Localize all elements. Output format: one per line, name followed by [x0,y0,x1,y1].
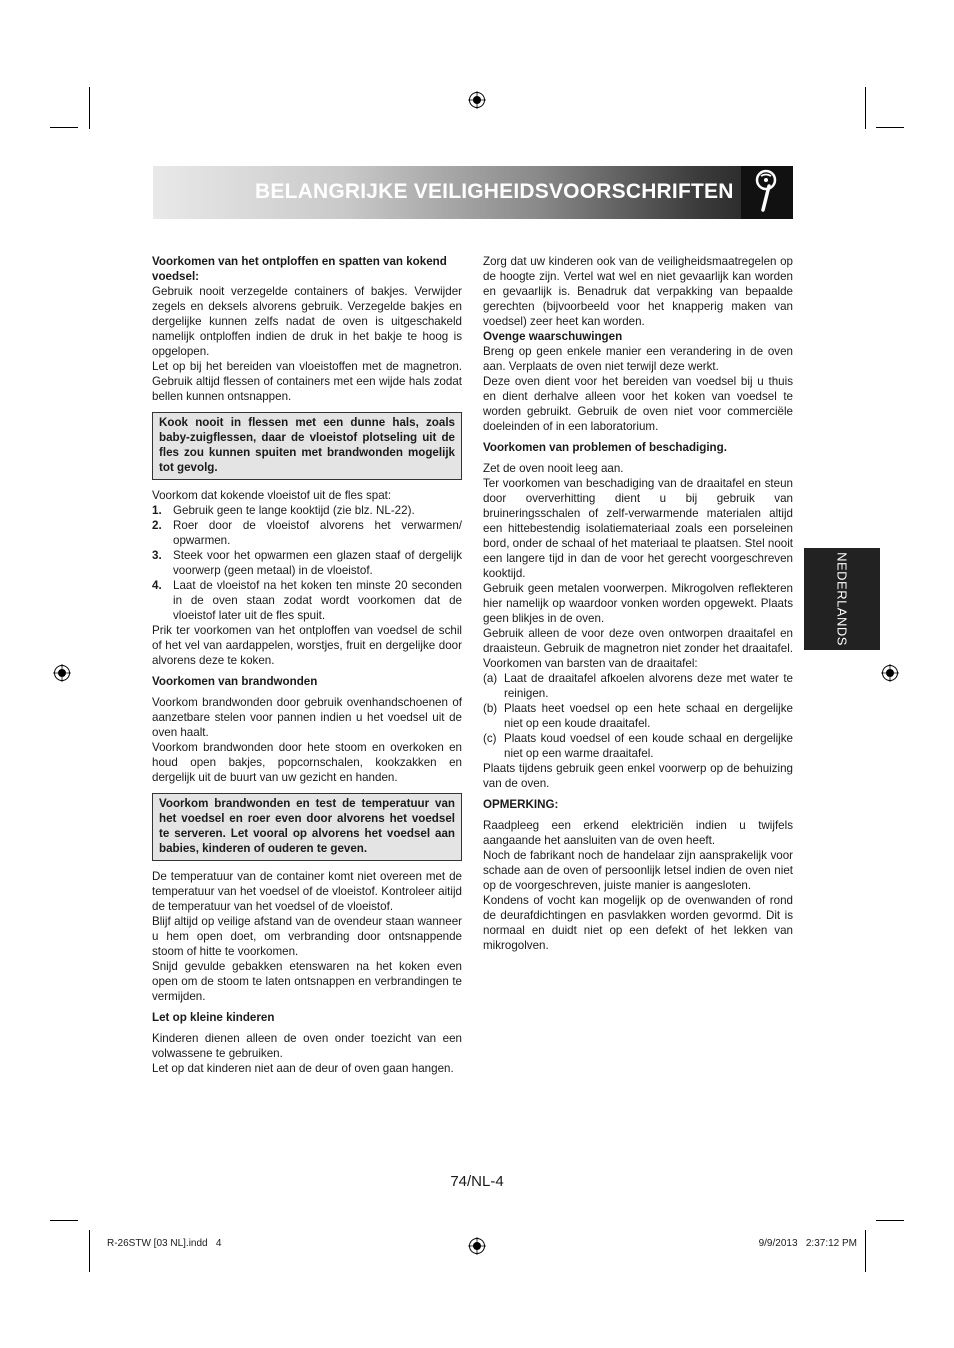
paragraph: Gebruik alleen de voor deze oven ontworpen draaitafel en draaisteun. Gebruik de magnetron niet zonder het draaitafel. [483,627,794,655]
registration-mark-icon [468,1237,486,1255]
paragraph: Gebruik nooit verzegelde containers of bakjes. Verwijder zegels en deksels alvorens gebruik. Verzegelde bakjes en dergelijke kunnen zelfs nadat de oven is uitgeschakeld namelijk ontploffen indien de druk in het bakje te hoog is opgelopen. [152,285,462,358]
footer-filename: R-26STW [03 NL].indd 4 [107,1238,222,1249]
list-item [152,548,462,578]
paragraph: Deze oven dient voor het bereiden van voedsel bij u thuis en dient derhalve alleen voor het koken van voedsel te worden gebruikt. Gebruik de oven niet voor commerciële doeleinden of in een laboratorium. [483,375,793,433]
crop-mark [89,1230,90,1272]
language-side-tab [804,548,880,650]
finger-pointing-icon [741,166,793,219]
paragraph: Voorkomen van barsten van de draaitafel: [483,657,698,670]
list-item [152,503,462,518]
list-item [483,701,793,731]
paragraph: Noch de fabrikant noch de handelaar zijn aansprakelijk voor schade aan de oven of persoonlijk letsel indien de oven niet op de voorgeschreven, juiste manier is aangesloten. [483,849,793,892]
section-heading: Ovenge waarschuwingen [483,330,623,343]
paragraph: De temperatuur van de container komt niet overeen met de temperatuur van het voedsel of de vloeistof. Kontroleer aitijd de temperatuur van het voedsel of de vloeistof. [152,870,462,913]
crop-mark [50,127,78,128]
paragraph: Kinderen dienen alleen de oven onder toezicht van een volwassene te gebruiken. [152,1032,462,1060]
section-header-banner [153,166,793,219]
list-marker: (a) [483,672,498,685]
paragraph: Voorkom brandwonden door hete stoom en overkoken en houd open bakjes, popcornschalen, kookzakken en dergelijk uit de buurt van uw gezicht en handen. [152,741,462,784]
section-heading: Voorkomen van problemen of beschadiging. [483,441,727,454]
list-item-text: Roer door de vloeistof alvorens het verwarmen/ opwarmen. [173,519,462,547]
list-item-text: Steek voor het opwarmen een glazen staaf of dergelijk voorwerp (geen metaal) in de vloeistof. [173,549,462,577]
paragraph: Let op bij het bereiden van vloeistoffen met de magnetron. Gebruik altijd flessen of containers met een wijde hals zodat bellen kunnen ontsnappen. [152,360,462,403]
paragraph: Prik ter voorkomen van het ontploffen van voedsel de schil of het vel van aardappelen, worstjes, fruit en dergelijke door alvorens deze te koken. [152,624,462,667]
left-column [152,254,462,1076]
numbered-list [152,503,462,623]
list-marker: 2. [152,519,162,532]
list-item [483,731,793,761]
right-column [483,254,793,953]
crop-mark [50,1220,78,1221]
list-marker: 1. [152,504,162,517]
paragraph: Plaats tijdens gebruik geen enkel voorwerp op de behuizing van de oven. [483,762,793,790]
paragraph: Kondens of vocht kan mogelijk op de ovenwanden of rond de deurafdichtingen en pasvlakken worden gevormd. Dit is normaal en duidt niet op een defekt of het lekken van mikrogolven. [483,894,793,952]
registration-mark-icon [881,664,899,682]
paragraph: Zet de oven nooit leeg aan. [483,462,624,475]
warning-box: Voorkom brandwonden en test de temperatuur van het voedsel en roer even door alvorens het voedsel te serveren. Let vooral op alvorens het voedsel aan babies, kinderen of ouderen te geven. [152,793,462,861]
lettered-list [483,671,793,761]
paragraph: Zorg dat uw kinderen ook van de veiligheidsmaatregelen op de hoogte zijn. Vertel wat wel en niet gevaarlijk kan worden en gevaarlijk is. Benadruk dat verpakking van bepaalde gerechten (bijvoorbeeld voor het knapperig maken van voedsel) zeer heet kan worden. [483,255,793,328]
paragraph: Blijf altijd op veilige afstand van de ovendeur staan wanneer u hem open doet, om verbranding door ontsnappende stoom of hitte te voorkomen. [152,915,462,958]
list-item-text: Plaats heet voedsel op een hete schaal en dergelijke niet op een koude draaitafel. [504,702,793,730]
list-item [152,518,462,548]
page-title: BELANGRIJKE VEILIGHEIDSVOORSCHRIFTEN [255,180,734,203]
list-marker: (b) [483,702,498,715]
paragraph: Gebruik geen metalen voorwerpen. Mikrogolven reflekteren hier namelijk op waardoor vonken worden opgewekt. Plaats geen blikjes in de oven. [483,582,793,625]
page-number: 74/NL-4 [450,1173,504,1190]
crop-mark [865,87,866,129]
list-marker: 4. [152,579,162,592]
list-item [152,578,462,623]
list-item-text: Laat de draaitafel afkoelen alvorens deze met water te reinigen. [504,672,793,700]
section-heading: Voorkomen van brandwonden [152,675,318,688]
paragraph: Ter voorkomen van beschadiging van de draaitafel en steun door oververhitting dient u bij gebruik van bruineringsschalen of zelf-verwarmende materialen altijd een hittebestendig isolatiemateriaal zoals een porseleinen bord, onder de schaal of het materiaal te plaatsen. Stel nooit een langere tijd in dan de voor het gerecht voorgeschreven kooktijd. [483,477,794,580]
list-marker: (c) [483,732,497,745]
section-heading: OPMERKING: [483,798,559,811]
list-marker: 3. [152,549,162,562]
paragraph: Voorkom dat kokende vloeistof uit de fles spat: [152,489,392,502]
paragraph: Breng op geen enkele manier een verandering in de oven aan. Verplaats de oven niet terwijl deze werkt. [483,345,793,373]
warning-box: Kook nooit in flessen met een dunne hals, zoals baby-zuigflessen, daar de vloeistof plotseling uit de fles zou kunnen spuiten met brandwonden mogelijk tot gevolg. [152,412,462,480]
crop-mark [89,87,90,129]
list-item [483,671,793,701]
crop-mark [865,1230,866,1272]
registration-mark-icon [53,664,71,682]
paragraph: Snijd gevulde gebakken etenswaren na het koken even open om de stoom te laten ontsnappen en verbrandingen te vermijden. [152,960,462,1003]
language-label: NEDERLANDS [834,552,850,646]
section-heading: Voorkomen van het ontploffen en spatten van kokend voedsel: [152,255,447,283]
crop-mark [876,127,904,128]
footer-timestamp: 9/9/2013 2:37:12 PM [758,1238,857,1249]
list-item-text: Laat de vloeistof na het koken ten minste 20 seconden in de oven staan zodat wordt voorkomen dat de vloeistof later uit de fles spuit. [173,579,462,622]
paragraph: Voorkom brandwonden door gebruik ovenhandschoenen of aanzetbare stelen voor pannen indien u het voedsel uit de oven haalt. [152,696,462,739]
section-heading: Let op kleine kinderen [152,1011,275,1024]
crop-mark [876,1220,904,1221]
paragraph: Let op dat kinderen niet aan de deur of oven gaan hangen. [152,1062,454,1075]
list-item-text: Gebruik geen te lange kooktijd (zie blz. NL-22). [173,504,415,517]
list-item-text: Plaats koud voedsel of een koude schaal en dergelijke niet op een warme draaitafel. [504,732,793,760]
paragraph: Raadpleeg een erkend elektriciën indien u twijfels aangaande het aansluiten van de oven heeft. [483,819,793,847]
registration-mark-icon [468,91,486,109]
